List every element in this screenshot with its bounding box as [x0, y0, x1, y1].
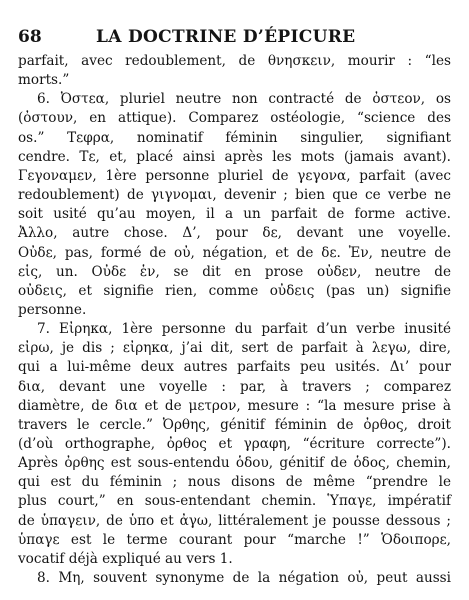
text-line: εἰρω, je dis ; εἰρηκα, j’ai dit, sert de parfait à λεγω, dire, — [18, 340, 451, 357]
text-line: vocatif déjà expliqué au vers 1. — [18, 550, 233, 567]
text-line: qui est du féminin ; nous disons de même “prendre le — [18, 474, 451, 491]
text-line: εἱς, un. Οὐδε ἑν, se dit en prose οὐδεν, neutre de — [18, 263, 451, 280]
text-line: redoublement) de γιγνομαι, devenir ; bien que ce verbe ne — [18, 187, 451, 204]
text-line: (d’où orthographe, ὀρθος et γραφη, “écriture correcte”). — [18, 436, 451, 452]
text-line: soit usité qu’au moyen, il a un parfait de forme active. — [18, 206, 451, 223]
page-header — [18, 27, 451, 49]
text-line: os.” Τεφρα, nominatif féminin singulier, signifiant — [18, 129, 451, 146]
text-line: 8. Μη, souvent synonyme de la négation οὐ, peut aussi — [37, 570, 451, 587]
running-title: LA DOCTRINE D’ÉPICURE — [96, 27, 356, 47]
page-number: 68 — [18, 27, 42, 47]
text-line: personne. — [18, 301, 87, 318]
text-line: de ὑπαγειν, de ὑπο et ἀγω, littéralement je pousse dessous ; — [18, 512, 451, 529]
text-line: δια, devant une voyelle : par, à travers ; comparez — [18, 378, 451, 395]
text-line: plus court,” en sous-entendant chemin. Ὑπαγε, impératif — [18, 493, 451, 510]
text-line: Après ὀρθης est sous-entendu ὁδου, génitif de ὁδος, chemin, — [18, 455, 451, 472]
text-line: 7. Εἰρηκα, 1ère personne du parfait d’un verbe inusité — [37, 321, 451, 338]
text-line: Οὐδε, pas, formé de οὐ, négation, et de δε. Ἐν, neutre de — [18, 244, 451, 261]
text-line: qui a lui-même deux autres parfaits peu usités. Δι’ pour — [18, 359, 451, 376]
text-line: Ἀλλο, autre chose. Δ’, pour δε, devant une voyelle. — [18, 225, 451, 242]
text-line: morts.” — [18, 72, 70, 89]
text-line: diamètre, de δια et de μετρον, mesure : “la mesure prise à — [18, 397, 451, 414]
text-line: parfait, avec redoublement, de θνησκειν, mourir : “les — [18, 53, 451, 69]
text-line: οὐδεις, et signifie rien, comme οὐδεις (pas un) signifie — [18, 282, 451, 299]
text-line: cendre. Τε, et, placé ainsi après les mots (jamais avant). — [18, 148, 451, 165]
text-line: ὑπαγε est le terme courant pour “marche !” Ὁδοιπορε, — [18, 531, 451, 548]
text-line: 6. Ὀστεα, pluriel neutre non contracté de ὀστεον, os — [37, 91, 451, 108]
text-line: (ὀστουν, en attique). Comparez ostéologie, “science des — [18, 110, 451, 127]
text-line: travers le cercle.” Ὀρθης, génitif féminin de ὀρθος, droit — [18, 416, 451, 433]
text-line: Γεγοναμεν, 1ère personne pluriel de γεγονα, parfait (avec — [18, 167, 451, 184]
